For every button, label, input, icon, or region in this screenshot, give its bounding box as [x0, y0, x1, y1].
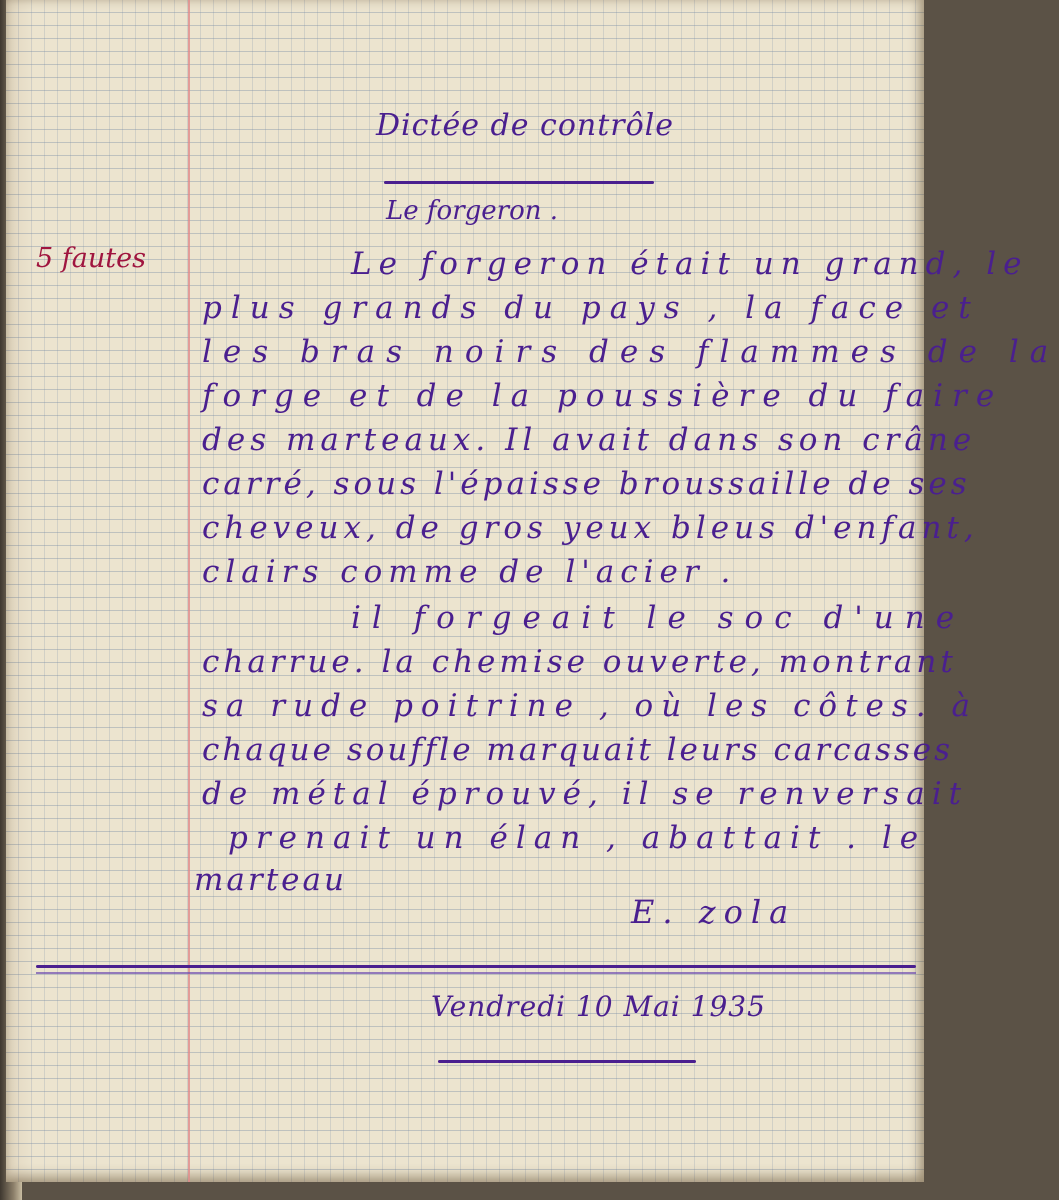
date-line: Vendredi 10 Mai 1935	[431, 990, 766, 1023]
margin-line	[188, 0, 190, 1182]
text-line: chaque souffle marquait leurs carcasses	[202, 732, 954, 768]
date-underline	[438, 1060, 696, 1063]
text-line: prenait un élan , abattait . le	[228, 820, 927, 856]
text-line: cheveux, de gros yeux bleus d'enfant,	[202, 510, 979, 546]
text-line: de métal éprouvé, il se renversait	[202, 776, 969, 812]
text-line: forge et de la poussière du faire	[202, 378, 1004, 414]
title-underline	[384, 181, 654, 184]
text-subtitle: Le forgeron .	[386, 196, 559, 226]
text-line: sa rude poitrine , où les côtes. à	[202, 688, 978, 724]
section-divider	[36, 965, 916, 968]
text-line: charrue. la chemise ouverte, montrant	[202, 644, 957, 680]
text-line: marteau	[194, 862, 347, 898]
author-signature: E. zola	[631, 893, 797, 931]
text-line: carré, sous l'épaisse broussaille de ses	[202, 466, 971, 502]
notebook-page	[6, 0, 1059, 1182]
text-line: des marteaux. Il avait dans son crâne	[202, 422, 977, 458]
section-divider-shadow	[36, 972, 916, 974]
correction-note: 5 fautes	[36, 243, 146, 274]
text-line: Le forgeron était un grand, le	[351, 246, 1029, 282]
text-line: plus grands du pays , la face et	[202, 290, 980, 326]
text-line: clairs comme de l'acier .	[202, 554, 737, 590]
text-line: il forgeait le soc d'une	[351, 600, 966, 636]
page-title: Dictée de contrôle	[376, 108, 675, 143]
text-line: les bras noirs des flammes de la	[202, 334, 1059, 370]
